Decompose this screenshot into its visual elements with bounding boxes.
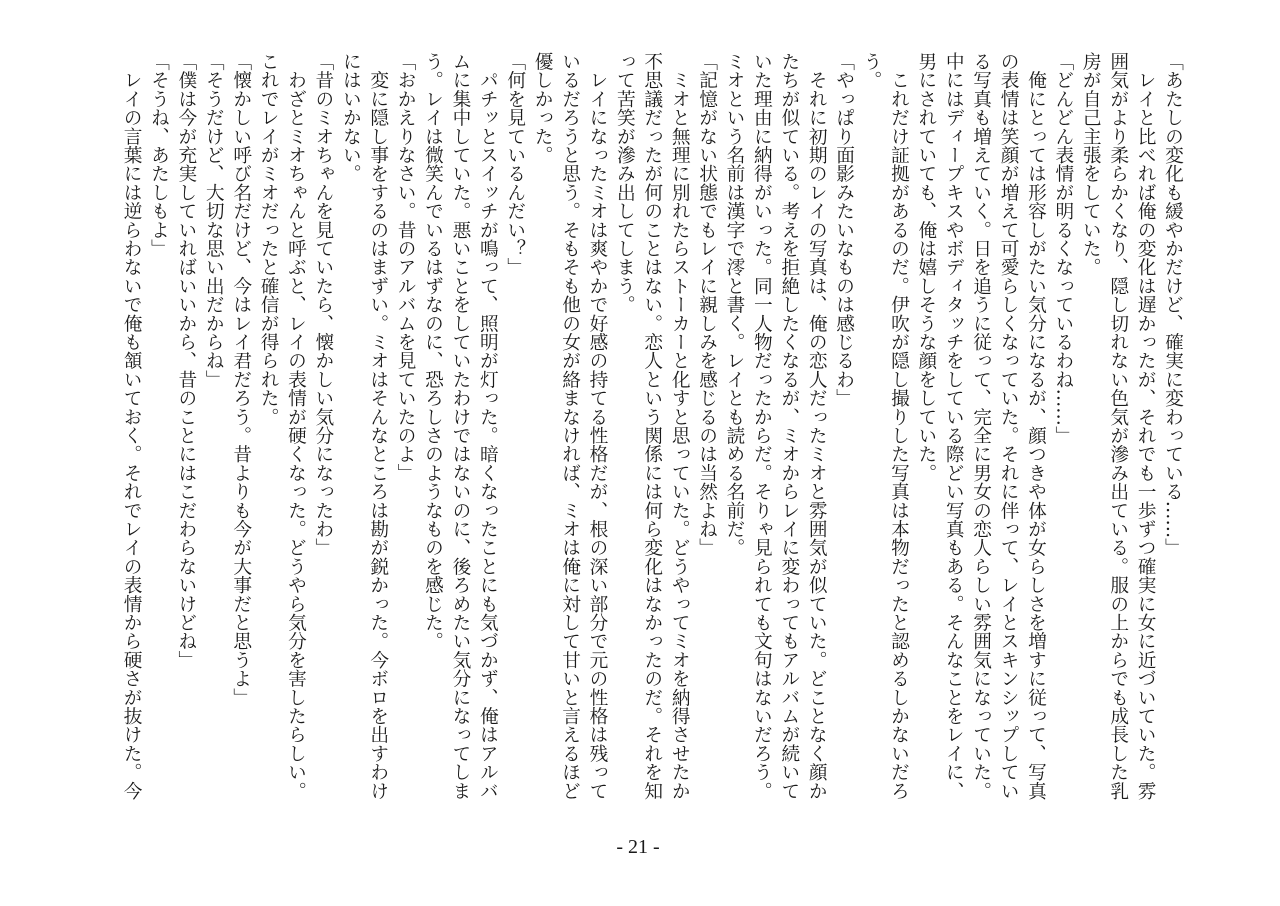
text-line: 不思議だったが何のことはない。恋人という関係には何ら変化はなかったのだ。それを知 [641,52,663,800]
text-line: 優しかった。 [531,52,553,165]
text-line: 変に隠し事をするのはまずい。ミオはそんなところは勘が鋭かった。今ボロを出すわけ [367,52,389,800]
text-line: 「やっぱり面影みたいなものは感じるわ」 [833,52,855,408]
text-line: これだけ証拠があるのだ。伊吹が隠し撮りした写真は本物だったと認めるしかないだろ [887,52,909,800]
text-line: いるだろうと思う。そもそも他の女が絡まなければ、ミオは俺に対して甘いと言えるほど [559,52,581,800]
page-number: - 21 - [616,836,660,858]
text-line: う。 [860,52,882,90]
text-line: う。レイは微笑んでいるはずなのに、恐ろしさのようなものを感じた。 [422,52,444,651]
text-line: いた理由に納得がいった。同一人物だったからだ。そりゃ見られても文句はないだろう。 [750,52,772,800]
text-line: 「どんどん表情が明るくなっているわね……」 [1052,52,1074,445]
text-line: 「何を見ているんだい？」 [504,52,526,277]
text-line: 「懐かしい呼び名だけど、今はレイ君だろう。昔よりも今が大事だと思うよ」 [230,52,252,707]
text-line: 「あたしの変化も緩やかだけど、確実に変わっている……」 [1162,52,1183,557]
text-line: 俺にとっては形容しがたい気分になるが、顔つきや体が女らしさを増すに従って、写真 [1024,52,1046,800]
text-line: パチッとスイッチが鳴って、照明が灯った。暗くなったことにも気づかず、俺はアルバ [476,52,498,800]
text-line: の表情は笑顔が増えて可愛らしくなっていた。それに伴って、レイとスキンシップしてい [997,52,1019,800]
text-line: レイと比べれば俺の変化は遅かったが、それでも一歩ずつ確実に女に近づいていた。雰 [1134,52,1156,800]
text-line: レイの言葉には逆らわないで俺も頷いておく。それでレイの表情から硬さが抜けた。今 [120,52,142,800]
text-line: ミオと無理に別れたらストーカーと化すと思っていた。どうやってミオを納得させたか [668,52,690,800]
text-line: にはいかない。 [339,52,361,183]
text-line: 男にされていても、俺は嬉しそうな顔をしていた。 [915,52,937,483]
text-line: る写真も増えていく。日を追うに従って、完全に男女の恋人らしい雰囲気になっていた。 [970,52,992,800]
text-line: 囲気がより柔らかくなり、隠し切れない色気が滲み出ている。服の上からでも成長した乳 [1107,52,1129,800]
text-line: たちが似ている。考えを拒絶したくなるが、ミオからレイに変わってもアルバムが続いて [778,52,800,800]
text-line: 「記憶がない状態でもレイに親しみを感じるのは当然よね」 [696,52,718,557]
text-line: 「そうだけど、大切な思い出だからね」 [202,52,224,389]
text-line: 「そうね、あたしもよ」 [147,52,169,258]
text-line: それに初期のレイの写真は、俺の恋人だったミオと雰囲気が似ていた。どことなく顔か [805,52,827,800]
text-line: わざとミオちゃんと呼ぶと、レイの表情が硬くなった。どうやら気分を害したらしい。 [285,52,306,800]
text-line: 「おかえりなさい。昔のアルバムを見ていたのよ」 [394,52,416,483]
text-line: 房が自己主張をしていた。 [1079,52,1101,277]
text-line: これでレイがミオだったと確信が得られた。 [257,52,279,426]
text-line: って苦笑が滲み出してしまう。 [613,52,635,314]
vertical-body-text [117,52,1186,812]
text-line: 「昔のミオちゃんを見ていたら、懐かしい気分になったわ」 [312,52,334,557]
text-line: ムに集中していた。悪いことをしていたわけではないのに、後ろめたい気分になってしま [449,52,471,800]
text-line: 「僕は今が充実していればいいから、昔のことにはこだわらないけどね」 [175,52,197,670]
text-line: ミオという名前は漢字で澪と書く。レイとも読める名前だ。 [723,52,745,557]
text-line: 中にはディープキスやボディタッチをしている際どい写真もある。そんなことをレイに、 [942,52,964,800]
text-line: レイになったミオは爽やかで好感の持てる性格だが、根の深い部分で元の性格は残って [586,52,608,800]
